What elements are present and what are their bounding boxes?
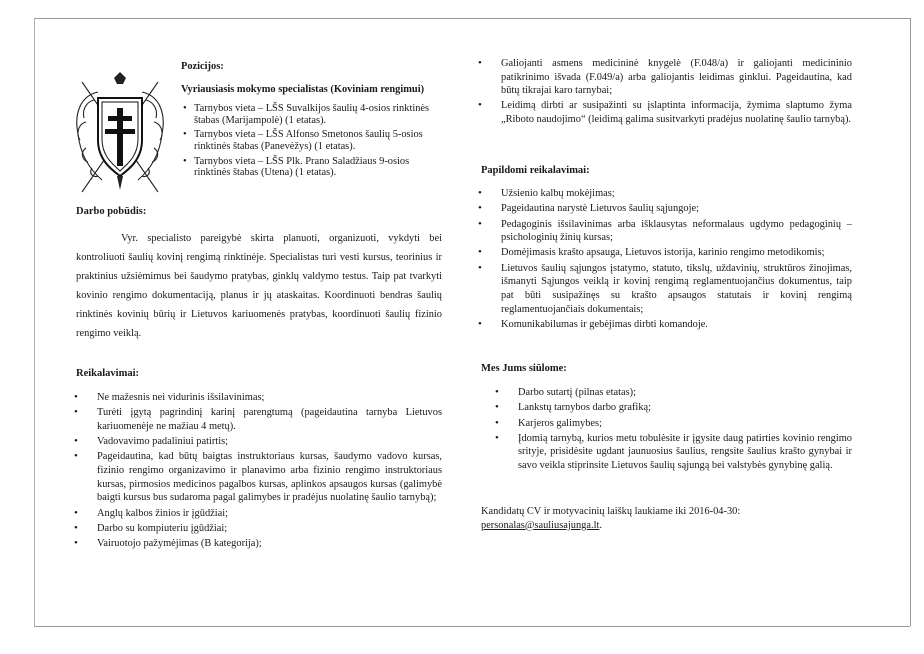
- list-item: • Komunikabilumas ir gebėjimas dirbti komandoje.: [474, 318, 852, 332]
- positions-label: Pozicijos:: [181, 61, 224, 72]
- list-item: • Vairuotojo pažymėjimas (B kategorija);: [70, 537, 442, 551]
- list-item: • Pedagoginis išsilavinimas arba išklausytas neformalaus ugdymo pedagoginių – psichologinių žinių kursas;: [474, 218, 852, 245]
- requirements-list: [70, 391, 442, 551]
- list-item: • Lankstų tarnybos darbo grafiką;: [491, 401, 852, 415]
- contact-email-link[interactable]: personalas@sauliusajunga.lt: [481, 519, 600, 531]
- contact-email-suffix: .: [599, 519, 602, 531]
- list-item: • Leidimą dirbti ar susipažinti su įslaptinta informacija, žymima slaptumo žyma „Riboto naudojimo“ (leidimą galima susitvarkyti pradėjus nuolatinę šaulio tarnybą).: [474, 99, 852, 126]
- work-description: Vyr. specialisto pareigybė skirta planuoti, organizuoti, vykdyti bei kontroliuoti šaulių kovinį rengimą rinktinėje. Specialistas turi vesti kursus, teorinius ir praktinius užsiėmimus bei šaudymo pratybas, ginklų valdymo testus. Taip pat tvarkyti kovinio rengimo dokumentaciją, planus ir jų ataskaitas. Koordinuoti bendras šaulių rinktinės kovinių būrių ir Lietuvos kariuomenės pratybas, koordinuoti šaulių fizinio rengimo veiklą.: [76, 233, 442, 339]
- list-item: • Darbo su kompiuteriu įgūdžiai;: [70, 522, 442, 536]
- list-item: • Tarnybos vieta – LŠS Plk. Prano Saladžiaus 9-osios rinktinės štabas (Utena) (1 etatas).: [181, 156, 443, 179]
- list-item: • Anglų kalbos žinios ir įgūdžiai;: [70, 507, 442, 521]
- list-item: • Karjeros galimybes;: [491, 417, 852, 431]
- offer-heading: Mes Jums siūlome:: [481, 363, 567, 374]
- list-item: • Darbo sutartį (pilnas etatas);: [491, 386, 852, 400]
- position-title: Vyriausiasis mokymo specialistas (Koviniam rengimui): [181, 83, 425, 95]
- requirements-heading: Reikalavimai:: [76, 368, 139, 379]
- requirements-continued-list: [474, 57, 852, 127]
- list-item: • Tarnybos vieta – LŠS Alfonso Smetonos šaulių 5-osios rinktinės štabas (Panevėžys) (1 etatas).: [181, 129, 443, 152]
- additional-section: [474, 187, 852, 333]
- requirements-continued: [474, 57, 852, 128]
- contact-text: Kandidatų CV ir motyvacinių laiškų laukiame iki 2016-04-30:: [481, 506, 741, 517]
- riflemen-union-emblem: [68, 72, 172, 196]
- contact-section: [481, 505, 851, 532]
- positions-list: [181, 103, 443, 179]
- list-item: • Pageidautina narystė Lietuvos šaulių sąjungoje;: [474, 202, 852, 216]
- additional-heading: Papildomi reikalavimai:: [481, 165, 590, 176]
- offer-section: [491, 386, 852, 474]
- list-item: • Užsienio kalbų mokėjimas;: [474, 187, 852, 201]
- work-heading: Darbo pobūdis:: [76, 206, 147, 217]
- offer-list: [491, 386, 852, 473]
- list-item: • Galiojanti asmens medicininė knygelė (F.048/a) ir galiojanti medicininio patikrinimo išvada (F.049/a) arba galiojantis leidimas ginklui. Pageidautina, kad būtų tikrajai karo tarnybai;: [474, 57, 852, 98]
- additional-list: [474, 187, 852, 331]
- list-item: • Lietuvos šaulių sąjungos įstatymo, statuto, tikslų, uždavinių, struktūros žinojimas, išmanyti Sąjungos veiklą ir kovinį rengimą reglamentuojančius dokumentus, taip pat būti susipažinęs su krašto apsaugos statutais ir kovinį rengimą reglamentuojančiais dokumentais;: [474, 262, 852, 316]
- list-item: • Ne mažesnis nei vidurinis išsilavinimas;: [70, 391, 442, 405]
- list-item: • Turėti įgytą pagrindinį karinį parengtumą (pageidautina tarnyba Lietuvos kariuomenėje ne mažiau 4 metų).: [70, 406, 442, 433]
- list-item: • Domėjimasis krašto apsauga, Lietuvos istorija, karinio rengimo metodikomis;: [474, 246, 852, 260]
- requirements-section: [70, 391, 442, 552]
- page-frame-right: [910, 18, 911, 626]
- page-frame-bottom: [34, 626, 910, 627]
- positions-section: [181, 60, 443, 182]
- list-item: • Pageidautina, kad būtų baigtas instruktoriaus kursas, šaudymo vadovo kursas, fizinio rengimo organizavimo ir planavimo arba fizinio rengimo instruktoriaus kursas, pirmosios medicinos pagalbos kursas, aplinkos apsaugos kursas (galimybė baigti kursus bus sudaroma pagal galimybes ir pradėjus nuolatinę šaulio tarnybą);: [70, 450, 442, 504]
- list-item: • Vadovavimo padaliniui patirtis;: [70, 435, 442, 449]
- list-item: • Įdomią tarnybą, kurios metu tobulėsite ir įgysite daug patirties kovinio rengimo srityje, prisidėsite ugdant jaunuosius šaulius, rengsite šaulius krašto gynybai ir savo veikla stiprinsite Lietuvos šaulių sąjungą bei valstybės gynybinę galią.: [491, 432, 852, 473]
- list-item: • Tarnybos vieta – LŠS Suvalkijos šaulių 4-osios rinktinės štabas (Marijampolė) (1 etatas).: [181, 103, 443, 126]
